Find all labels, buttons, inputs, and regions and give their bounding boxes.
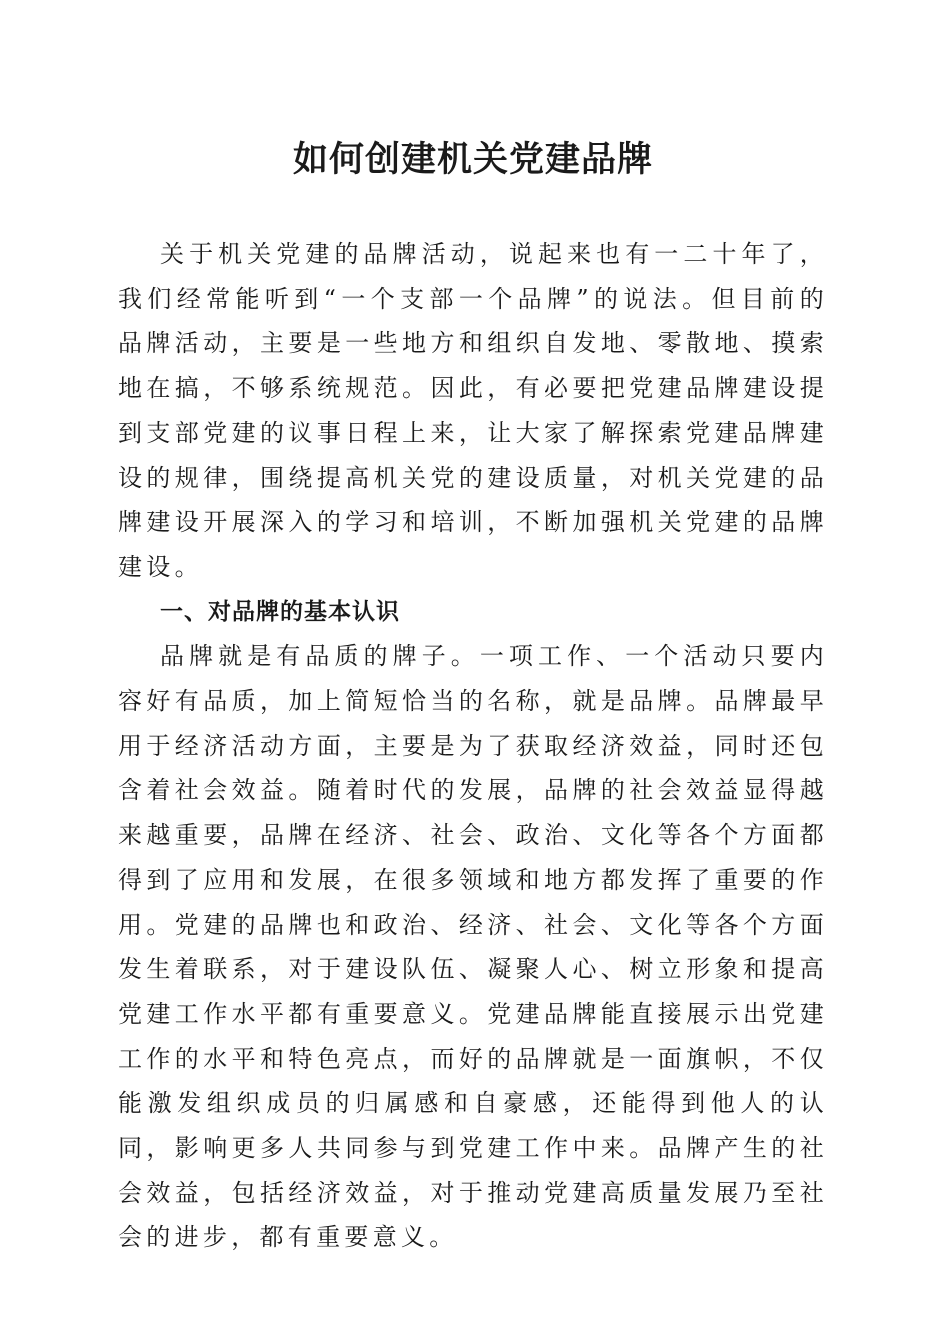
section-paragraph: 品牌就是有品质的牌子。一项工作、一个活动只要内容好有品质，加上简短恰当的名称，就是品牌。品牌最早用于经济活动方面，主要是为了获取经济效益，同时还包含着社会效益。随着时代的发展，品牌的社会效益显得越来越重要，品牌在经济、社会、政治、文化等各个方面都得到了应用和发展，在很多领域和地方都发挥了重要的作用。党建的品牌也和政治、经济、社会、文化等各个方面发生着联系，对于建设队伍、凝聚人心、树立形象和提高党建工作水平都有重要意义。党建品牌能直接展示出党建工作的水平和特色亮点，而好的品牌就是一面旗帜，不仅能激发组织成员的归属感和自豪感，还能得到他人的认同，影响更多人共同参与到党建工作中来。品牌产生的社会效益，包括经济效益，对于推动党建高质量发展乃至社会的进步，都有重要意义。 [118,642,828,1252]
document-title: 如何创建机关党建品牌 [292,139,653,180]
document-body [118,232,828,1260]
section-heading: 一、对品牌的基本认识 [160,598,400,625]
intro-paragraph: 关于机关党建的品牌活动，说起来也有一二十年了，我们经常能听到“一个支部一个品牌”的说法。但目前的品牌活动，主要是一些地方和组织自发地、零散地、摸索地在搞，不够系统规范。因此，有必要把党建品牌建设提到支部党建的议事日程上来，让大家了解探索党建品牌建设的规律，围绕提高机关党的建设质量，对机关党建的品牌建设开展深入的学习和培训，不断加强机关党建的品牌建设。 [118,240,828,581]
